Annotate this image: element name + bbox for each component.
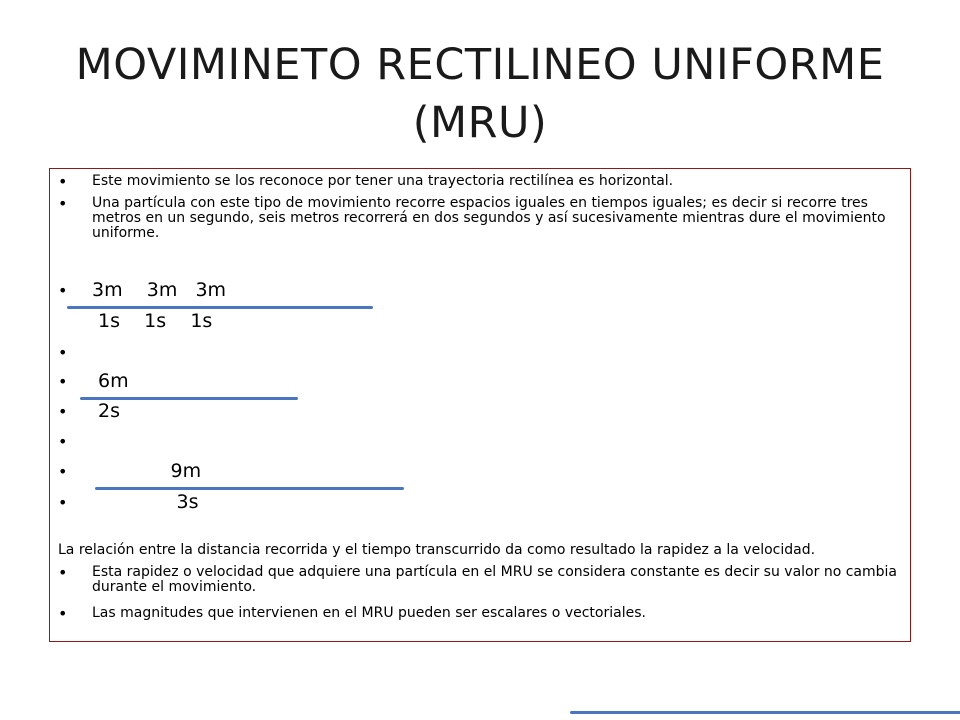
example1-distances: 3m 3m 3m xyxy=(92,279,227,301)
example3-distance: 9m xyxy=(92,460,202,482)
bullet-dot: • xyxy=(58,462,68,481)
bullet-dot: • xyxy=(58,372,68,391)
bullet-dot: • xyxy=(58,402,68,421)
bullet-text: Este movimiento se los reconoce por tener una trayectoria rectilínea es horizontal. xyxy=(92,173,674,189)
bullet-text: Una partícula con este tipo de movimiento recorre espacios iguales en tiempos iguales; es decir si recorre tres metros en un segundo, seis metros recorrerá en dos segundos y así sucesivamente mientras dure el movimiento uniforme. xyxy=(92,195,886,241)
title-line-1: MOVIMINETO RECTILINEO UNIFORME xyxy=(75,40,885,90)
example1-line xyxy=(67,306,373,309)
decorative-bottom-line xyxy=(570,711,960,714)
example2-distance: 6m xyxy=(92,370,129,392)
bullet-dot: • xyxy=(58,604,68,623)
slide-title xyxy=(40,36,920,152)
bullet-dot: • xyxy=(58,343,68,362)
example3-time: 3s xyxy=(92,491,199,513)
example1-times: 1s 1s 1s xyxy=(92,310,213,332)
example2-time: 2s xyxy=(92,400,121,422)
relation-text: La relación entre la distancia recorrida y el tiempo transcurrido da como resultado la rapidez a la velocidad. xyxy=(58,542,816,558)
bullet-dot: • xyxy=(58,172,68,191)
bullet-text: Las magnitudes que intervienen en el MRU pueden ser escalares o vectoriales. xyxy=(92,605,646,621)
bullet-dot: • xyxy=(58,563,68,582)
bullet-text: Esta rapidez o velocidad que adquiere una partícula en el MRU se considera constante es decir su valor no cambia durante el movimiento. xyxy=(92,564,897,595)
bullet-dot: • xyxy=(58,194,68,213)
title-line-2: (MRU) xyxy=(412,98,548,148)
example3-line xyxy=(95,487,404,490)
bullet-dot: • xyxy=(58,281,68,300)
bullet-dot: • xyxy=(58,432,68,451)
bullet-dot: • xyxy=(58,493,68,512)
